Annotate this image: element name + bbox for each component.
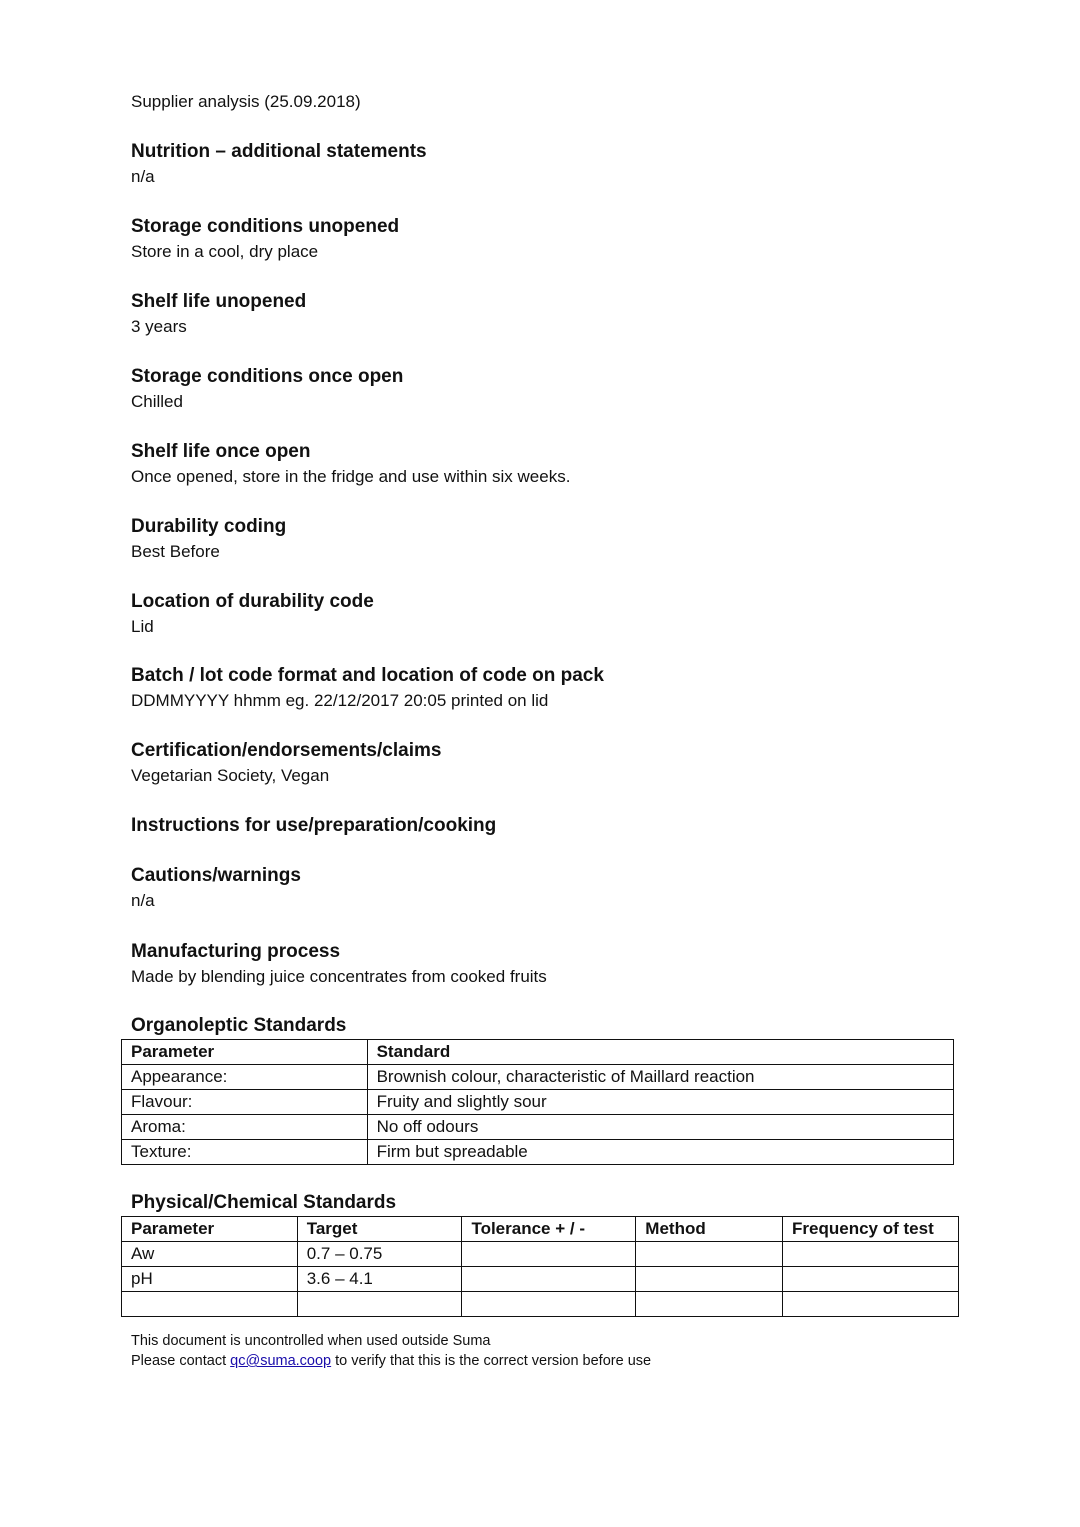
table-row — [122, 1090, 954, 1115]
table-cell — [636, 1267, 783, 1292]
table-cell: Brownish colour, characteristic of Maillard reaction — [367, 1065, 953, 1090]
table-header-row — [122, 1217, 959, 1242]
section-heading: Storage conditions unopened — [131, 216, 400, 237]
section-heading: Batch / lot code format and location of code on pack — [131, 665, 604, 686]
section-storage-open — [131, 365, 403, 414]
section-certification — [131, 739, 441, 788]
table-cell: Aroma: — [122, 1115, 368, 1140]
table-cell: Texture: — [122, 1140, 368, 1165]
footer-contact-suffix: to verify that this is the correct version before use — [331, 1353, 652, 1369]
table-cell — [462, 1267, 636, 1292]
table-cell: Appearance: — [122, 1065, 368, 1090]
header-cell: Tolerance + / - — [462, 1217, 636, 1242]
section-instructions — [131, 814, 496, 838]
document-footer — [131, 1331, 651, 1371]
section-body: Chilled — [131, 392, 183, 411]
organoleptic-title: Organoleptic Standards — [131, 1015, 347, 1036]
section-durability-location — [131, 590, 374, 639]
section-heading: Manufacturing process — [131, 941, 341, 962]
section-body: Once opened, store in the fridge and use within six weeks. — [131, 467, 571, 486]
header-cell: Parameter — [122, 1040, 368, 1065]
table-cell — [783, 1267, 959, 1292]
table-row — [122, 1242, 959, 1267]
table-cell: 0.7 – 0.75 — [297, 1242, 462, 1267]
section-heading: Cautions/warnings — [131, 865, 301, 886]
section-heading: Shelf life unopened — [131, 291, 307, 312]
section-manufacturing — [131, 940, 547, 989]
table-cell — [462, 1242, 636, 1267]
header-cell: Standard — [367, 1040, 953, 1065]
header-cell: Target — [297, 1217, 462, 1242]
table-cell — [462, 1292, 636, 1317]
table-cell — [636, 1242, 783, 1267]
section-heading: Nutrition – additional statements — [131, 141, 427, 162]
footer-uncontrolled-notice: This document is uncontrolled when used outside Suma — [131, 1333, 491, 1349]
table-row — [122, 1065, 954, 1090]
physical-table — [121, 1216, 959, 1317]
section-cautions — [131, 864, 301, 913]
table-header-row — [122, 1040, 954, 1065]
table-row — [122, 1140, 954, 1165]
physical-title: Physical/Chemical Standards — [131, 1192, 397, 1213]
table-cell — [783, 1292, 959, 1317]
section-heading: Durability coding — [131, 516, 287, 537]
table-cell: pH — [122, 1267, 298, 1292]
section-body: Store in a cool, dry place — [131, 242, 319, 261]
section-heading: Storage conditions once open — [131, 366, 404, 387]
section-body: Lid — [131, 617, 154, 636]
section-heading: Instructions for use/preparation/cooking — [131, 815, 497, 836]
table-cell — [122, 1292, 298, 1317]
section-body: Vegetarian Society, Vegan — [131, 766, 330, 785]
table-cell: Aw — [122, 1242, 298, 1267]
section-body: n/a — [131, 167, 155, 186]
section-heading: Location of durability code — [131, 591, 374, 612]
table-row — [122, 1115, 954, 1140]
section-heading: Shelf life once open — [131, 441, 311, 462]
section-shelf-life-unopened — [131, 290, 306, 339]
section-shelf-life-open — [131, 440, 570, 489]
table-cell — [783, 1242, 959, 1267]
table-cell: Flavour: — [122, 1090, 368, 1115]
section-storage-unopened — [131, 215, 399, 264]
section-body: Best Before — [131, 542, 220, 561]
table-cell: No off odours — [367, 1115, 953, 1140]
section-heading: Certification/endorsements/claims — [131, 740, 442, 761]
table-row — [122, 1292, 959, 1317]
section-durability-coding — [131, 515, 286, 564]
section-body: 3 years — [131, 317, 187, 336]
table-cell: Firm but spreadable — [367, 1140, 953, 1165]
section-body: DDMMYYYY hhmm eg. 22/12/2017 20:05 printed on lid — [131, 691, 549, 710]
table-cell — [636, 1292, 783, 1317]
header-cell: Parameter — [122, 1217, 298, 1242]
header-cell: Frequency of test — [783, 1217, 959, 1242]
table-cell: 3.6 – 4.1 — [297, 1267, 462, 1292]
table-cell: Fruity and slightly sour — [367, 1090, 953, 1115]
header-cell: Method — [636, 1217, 783, 1242]
table-cell — [297, 1292, 462, 1317]
section-batch-code — [131, 664, 604, 713]
section-body: Made by blending juice concentrates from cooked fruits — [131, 967, 547, 986]
section-nutrition — [131, 140, 427, 189]
organoleptic-table — [121, 1039, 954, 1165]
table-row — [122, 1267, 959, 1292]
contact-email-link[interactable]: qc@suma.coop — [230, 1353, 332, 1369]
supplier-analysis-date: Supplier analysis (25.09.2018) — [131, 92, 361, 111]
footer-contact-line — [131, 1351, 651, 1371]
section-body: n/a — [131, 891, 155, 910]
footer-contact-prefix: Please contact — [131, 1353, 231, 1369]
